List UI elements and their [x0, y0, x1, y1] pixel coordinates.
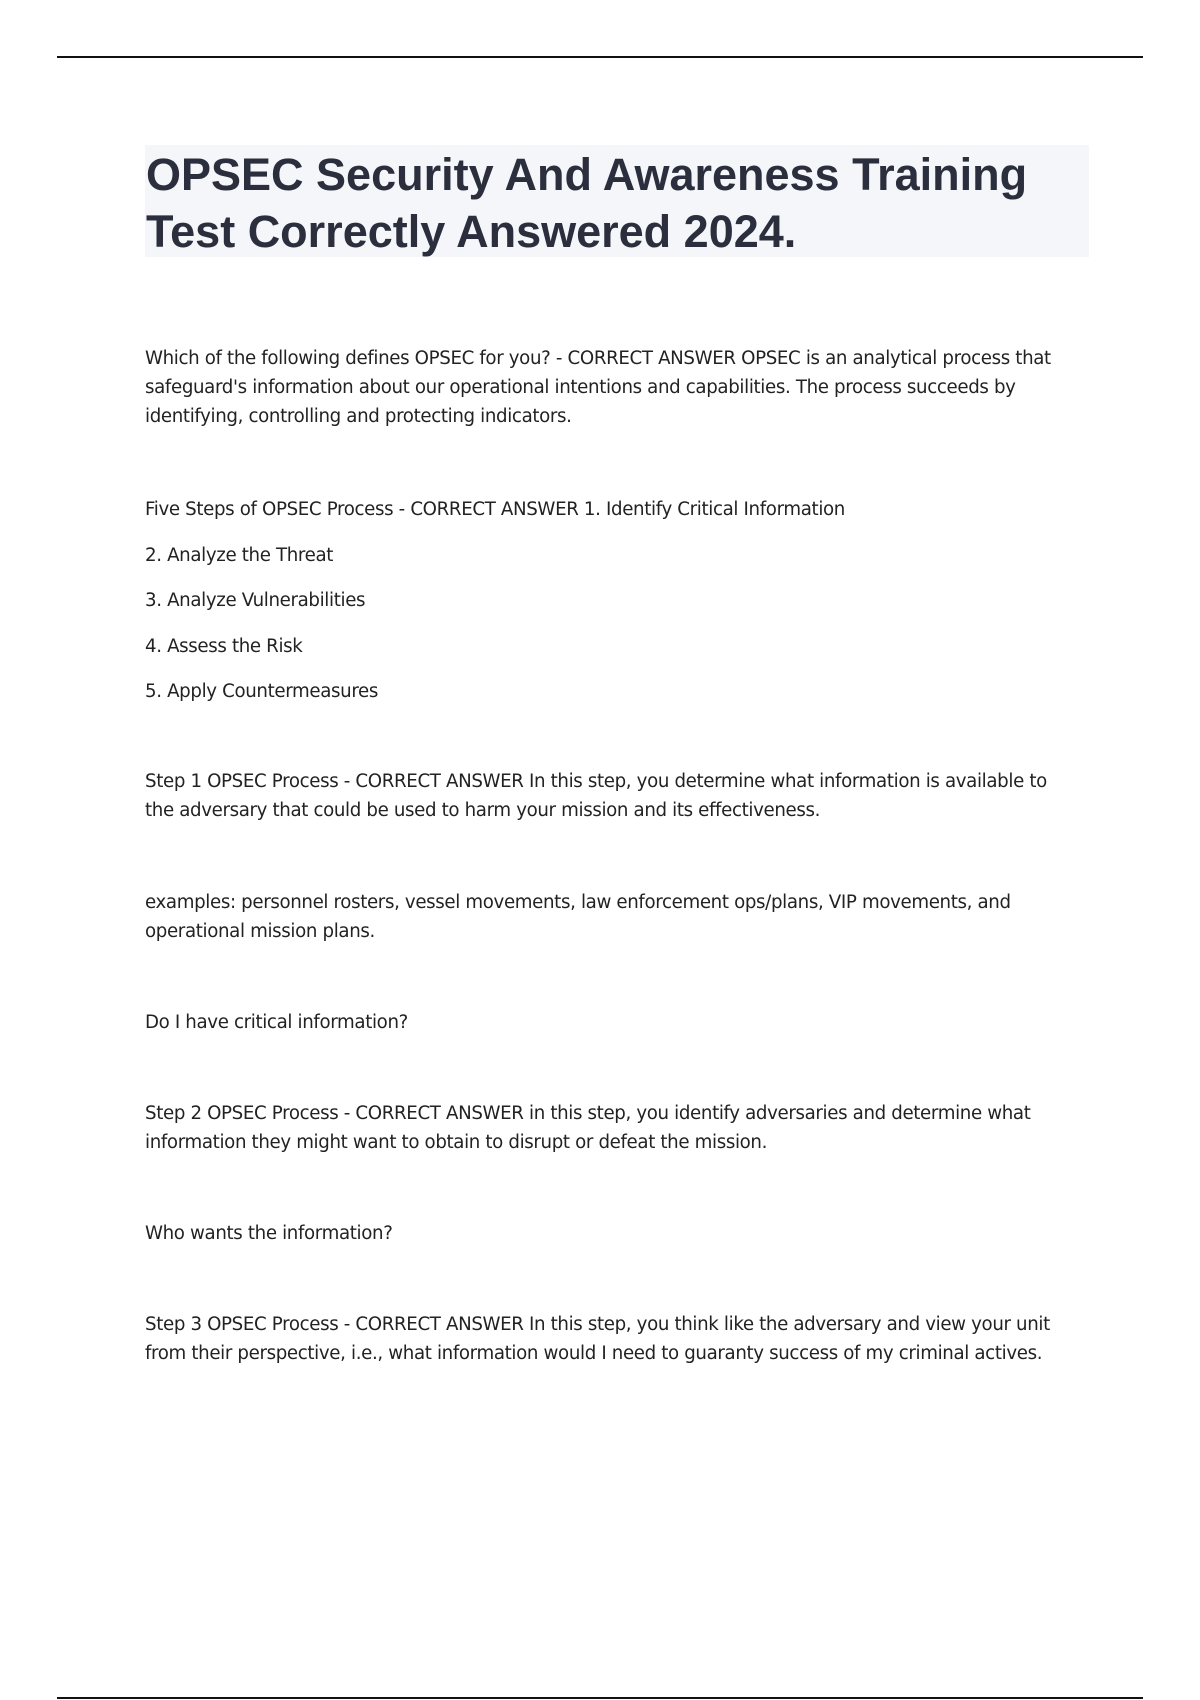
list-item-step-3: 3. Analyze Vulnerabilities: [145, 590, 366, 611]
paragraph-opsec-definition: Which of the following defines OPSEC for you? - CORRECT ANSWER OPSEC is an analytical process that safeguard's information about our operational intentions and capabilities. The process succeeds by identifying, controlling and protecting indicators.: [145, 348, 1051, 427]
bottom-rule: [57, 1697, 1143, 1699]
document-title: OPSEC Security And Awareness Training Test Correctly Answered 2024.: [146, 149, 1028, 257]
paragraph-step-1: Step 1 OPSEC Process - CORRECT ANSWER In this step, you determine what information is available to the adversary that could be used to harm your mission and its effectiveness.: [145, 771, 1047, 821]
paragraph-critical-question: Do I have critical information?: [145, 1012, 408, 1033]
paragraph-step-3: Step 3 OPSEC Process - CORRECT ANSWER In this step, you think like the adversary and view your unit from their perspective, i.e., what information would I need to guaranty success of my criminal actives.: [145, 1314, 1050, 1364]
list-item-step-4: 4. Assess the Risk: [145, 636, 303, 657]
top-rule: [57, 56, 1143, 58]
paragraph-examples: examples: personnel rosters, vessel movements, law enforcement ops/plans, VIP movements, and operational mission plans.: [145, 892, 1011, 942]
paragraph-step-2: Step 2 OPSEC Process - CORRECT ANSWER in this step, you identify adversaries and determine what information they might want to obtain to disrupt or defeat the mission.: [145, 1103, 1031, 1153]
paragraph-who-question: Who wants the information?: [145, 1223, 393, 1244]
paragraph-five-steps: Five Steps of OPSEC Process - CORRECT ANSWER 1. Identify Critical Information: [145, 499, 845, 520]
list-item-step-5: 5. Apply Countermeasures: [145, 681, 379, 702]
list-item-step-2: 2. Analyze the Threat: [145, 545, 334, 566]
